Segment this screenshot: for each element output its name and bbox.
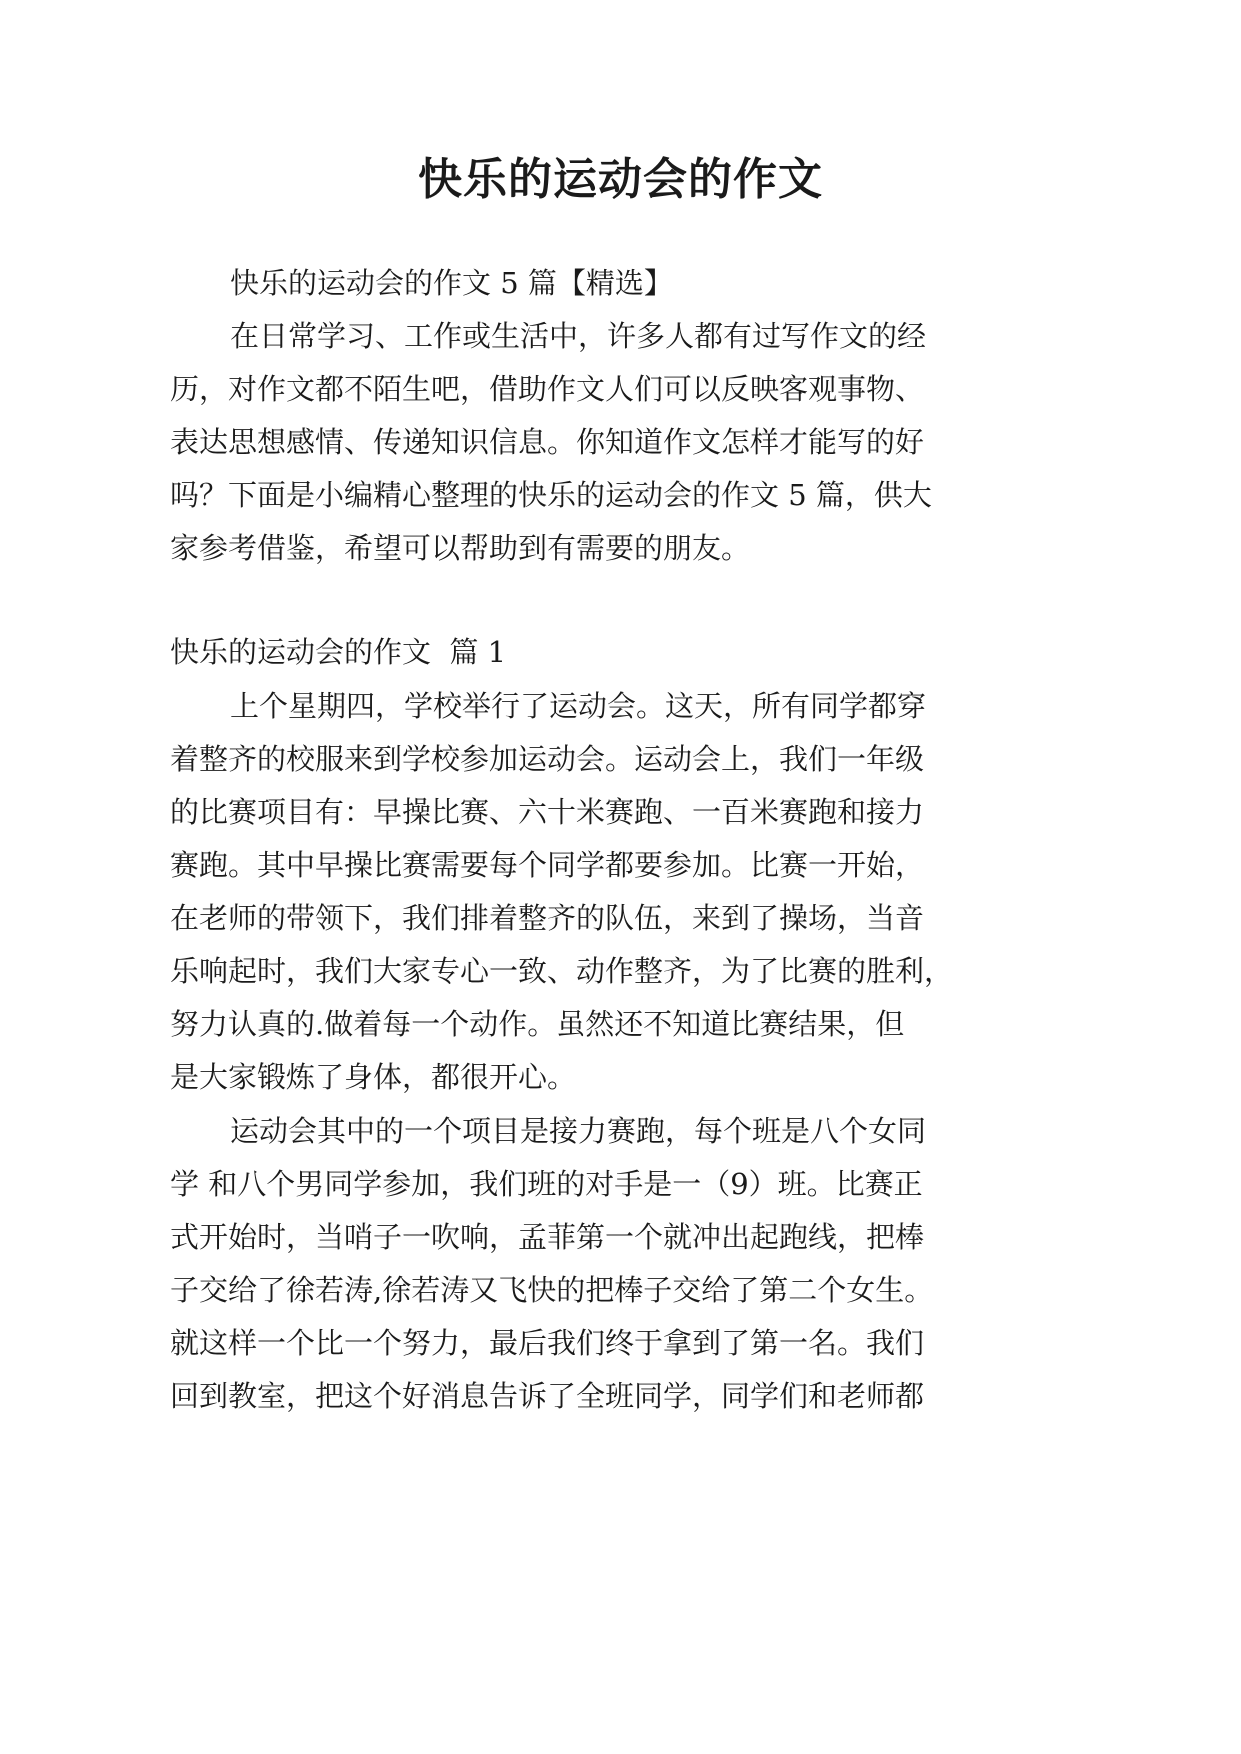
paragraph-line: 子交给了徐若涛,徐若涛又飞快的把棒子交给了第二个女生。 (170, 1273, 934, 1307)
paragraph-line: 就这样一个比一个努力，最后我们终于拿到了第一名。我们 (170, 1326, 925, 1360)
paragraph-line: 在老师的带领下，我们排着整齐的队伍，来到了操场，当音 (170, 901, 925, 935)
paragraph-line: 表达思想感情、传递知识信息。你知道作文怎样才能写的好 (170, 425, 925, 459)
paragraph-line: 乐响起时，我们大家专心一致、动作整齐，为了比赛的胜利， (170, 954, 954, 988)
paragraph-line: 式开始时，当哨子一吹响，孟菲第一个就冲出起跑线，把棒 (170, 1220, 925, 1254)
paragraph-line: 回到教室，把这个好消息告诉了全班同学，同学们和老师都 (170, 1379, 925, 1413)
paragraph-line: 在日常学习、工作或生活中，许多人都有过写作文的经 (230, 319, 927, 353)
paragraph-line: 家参考借鉴，希望可以帮助到有需要的朋友。 (170, 531, 751, 565)
paragraph-line: 努力认真的.做着每一个动作。虽然还不知道比赛结果，但 (170, 1007, 905, 1041)
paragraph-line: 是大家锻炼了身体，都很开心。 (170, 1060, 577, 1094)
paragraph-line: 赛跑。其中早操比赛需要每个同学都要参加。比赛一开始， (170, 848, 925, 882)
subtitle-line: 快乐的运动会的作文 5 篇【精选】 (230, 266, 673, 300)
paragraph-line: 着整齐的校服来到学校参加运动会。运动会上，我们一年级 (170, 742, 925, 776)
document-title: 快乐的运动会的作文 (418, 154, 823, 205)
section-heading: 快乐的运动会的作文 篇 1 (170, 635, 507, 669)
paragraph-line: 历，对作文都不陌生吧，借助作文人们可以反映客观事物、 (170, 372, 925, 406)
paragraph-line: 学 和八个男同学参加，我们班的对手是一（9）班。比赛正 (170, 1167, 923, 1201)
paragraph-line: 的比赛项目有：早操比赛、六十米赛跑、一百米赛跑和接力 (170, 795, 925, 829)
paragraph-line: 运动会其中的一个项目是接力赛跑，每个班是八个女同 (230, 1114, 927, 1148)
paragraph-line: 上个星期四，学校举行了运动会。这天，所有同学都穿 (230, 689, 927, 723)
paragraph-line: 吗？下面是小编精心整理的快乐的运动会的作文 5 篇，供大 (170, 478, 932, 512)
